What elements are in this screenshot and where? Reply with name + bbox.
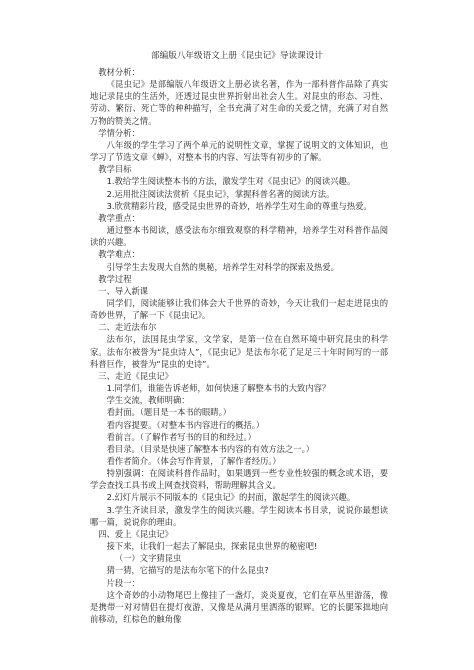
paragraph: （一）文字猜昆虫 [114, 553, 182, 564]
paragraph: 二、走近法布尔 [98, 322, 157, 333]
paragraph: 看前言。（了解作者写书的目的和经过。） [106, 431, 256, 442]
paragraph: 《昆虫记》是部编版八年级语文上册必读名著，作为一部科普作品除了真实地记录昆虫的生活外，还透过昆虫世界折射出社会人生。对昆虫的形态、习性、劳动、繁衍、死亡等的种种描写，全书充满了对生命的关爱之情，充满了对自然万物的赞美之情。 [90, 79, 388, 126]
paragraph: 看内容提要。（对整本书内容进行的概括。） [106, 419, 265, 430]
paragraph: 引导学生去发现大自然的奥秘，培养学生对科学的探索及热爱。 [106, 261, 339, 272]
paragraph: 教材分析： [98, 67, 140, 77]
paragraph: 3.欣赏精彩片段，感受昆虫世界的奇妙，培养学生对生命的尊重与热爱。 [106, 200, 372, 211]
paragraph: 片段一： [106, 577, 140, 588]
paragraph: 四、爱上《昆虫记》 [98, 528, 173, 539]
document-body [90, 66, 388, 625]
paragraph: 八年级的学生学习了两个单元的说明性文章，掌握了说明文的文体知识，也学习了节选文章《蝉》，对整本书的内容、写法等有初步的了解。 [90, 139, 388, 163]
paragraph: 同学们，阅读能够让我们体会大千世界的奇妙，今天让我们一起走进昆虫的奇妙世界，了解一下《昆虫记》。 [90, 297, 388, 321]
paragraph: 教学重点： [98, 212, 140, 223]
paragraph: 学情分析： [98, 127, 140, 138]
paragraph: 特别强调：在阅读科普作品时，如果遇到一些专业性较强的概念或术语，要学会查找工具书或上网查找资料，帮助理解其含义。 [90, 468, 388, 491]
paragraph: 一、导入新课 [98, 285, 149, 296]
paragraph: 2.幻灯片展示不同版本的《昆虫记》的封面，激起学生的阅读兴趣。 [106, 492, 356, 503]
paragraph: 学生交流，教师明确： [106, 395, 190, 406]
paragraph: 2.运用批注阅读法赏析《昆虫记》，掌握科普名著的阅读方法。 [106, 188, 335, 199]
paragraph: 看封面。（题目是一本书的眼睛。） [106, 407, 232, 418]
paragraph: 1.同学们，谁能告诉老师，如何快速了解整本书的大致内容？ [106, 383, 331, 394]
document-title: 部编版八年级语文上册《昆虫记》导读课设计 [151, 51, 323, 61]
paragraph: 猜一猜，它描写的是法布尔笔下的什么昆虫? [106, 565, 269, 576]
paragraph: 看目录。（目录是快速了解整本书内容的有效方法之一。） [106, 443, 315, 454]
paragraph: 看作者简介。（体会写作背景，了解作者经历。） [106, 456, 281, 466]
paragraph: 1.教给学生阅读整本书的方法，激发学生对《昆虫记》的阅读兴趣。 [106, 176, 356, 187]
paragraph: 三、走近《昆虫记》 [98, 370, 173, 381]
paragraph: 接下来，让我们一起去了解昆虫，探索昆虫世界的秘密吧! [106, 541, 318, 552]
paragraph: 教学难点： [98, 249, 140, 260]
paragraph: 教学目标 [98, 164, 132, 175]
paragraph: 3.学生齐读目录，激发学生的阅读兴趣。学生阅读本书目录，说说你最想读哪一篇，说说你的理由。 [90, 504, 388, 527]
paragraph: 教学过程 [98, 273, 132, 284]
paragraph: 通过整本书阅读，感受法布尔细致观察的科学精神，培养学生对科普作品阅读的兴趣。 [90, 225, 388, 248]
paragraph: 这个奇妙的小动物尾巴上像挂了一盏灯，炎炎夏夜，它们在草丛里游荡，像是携带一对对情侣在提灯夜游，又像是从满月里洒落的银辉。它的长腿笨拙地向前移动，红棕色的触角像 [90, 589, 388, 625]
paragraph: 法布尔，法国昆虫学家，文学家，是第一位在自然环境中研究昆虫的科学家。法布尔被誉为“昆虫诗人”，《昆虫记》是法布尔花了足足三十年时间写的一部科普巨作，被誉为“昆虫的史诗”。 [90, 334, 388, 369]
